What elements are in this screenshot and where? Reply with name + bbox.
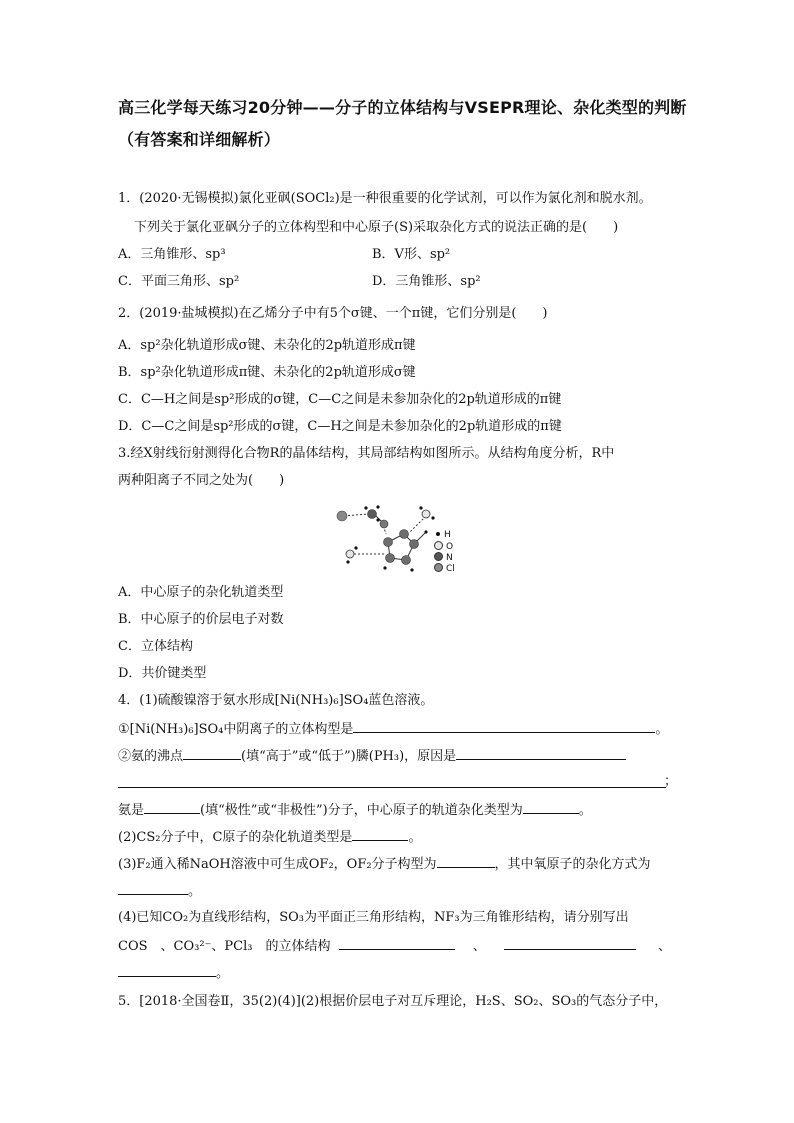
q4-part7 [118,936,671,956]
q1-option-c: C．平面三角形、sp² [118,274,240,289]
answer-blank-polarity[interactable] [144,800,200,814]
q4-intro: 4．(1)硫酸镍溶于氨水形成[Ni(NH₃)₆]SO₄蓝色溶液。 [118,693,434,708]
legend-o: O [446,542,454,552]
q3-option-a: A．中心原子的杂化轨道类型 [118,585,284,600]
legend-h-symbol [436,532,440,536]
q4-part7-sep-2: 、 [658,939,672,954]
atom-cl [337,511,347,521]
atom-o [368,510,377,519]
q2-option-c: C．C—H之间是sp²形成的σ键，C—C之间是未参加杂化的2p轨道形成的π键 [118,392,562,407]
q5-stem: 5．[2018·全国卷Ⅱ，35(2)(4)](2)根据价层电子对互斥理论，H₂S、SO₂、SO₃的气态分子中， [118,994,668,1009]
q3-stem: 3.经X射线衍射测得化合物R的晶体结构，其局部结构如图所示。从结构角度分析，R中 [118,446,615,461]
answer-blank-anion-shape[interactable] [353,719,655,733]
q4-part1 [118,719,668,739]
legend-n: N [446,553,453,563]
legend-n-symbol [434,552,443,561]
q4-part6: (4)已知CO₂为直线形结构，SO₃为平面正三角形结构，NF₃为三角锥形结构，请分别写出 [118,910,629,925]
q4-part5-cont [118,881,201,901]
q4-part5-text-a: (3)F₂通入稀NaOH溶液中可生成OF₂，OF₂分子构型为 [118,857,437,872]
answer-blank-hybridization[interactable] [523,800,579,814]
q3-option-d: D．共价键类型 [118,666,207,681]
document-title: 高三化学每天练习20分钟——分子的立体结构与VSEPR理论、杂化类型的判断（有答案和详细解析） [118,98,687,149]
q3-option-c: C．立体结构 [118,639,193,654]
q4-part2-end: ； [664,774,678,789]
answer-blank-reason[interactable] [456,746,626,760]
q4-part5-end: 。 [188,884,202,899]
answer-blank-co3-shape[interactable] [504,936,636,950]
q4-part1-end: 。 [655,722,669,737]
q4-part8 [118,963,229,983]
q1-option-d: D．三角锥形、sp² [372,274,481,289]
q4-part3 [118,800,592,820]
legend-o-symbol [434,541,443,550]
answer-blank-oxygen-hybridization[interactable] [118,881,188,895]
answer-blank-of2-shape[interactable] [437,854,495,868]
q4-part7-sep-1: 、 [472,939,486,954]
answer-blank-boiling-point[interactable] [183,746,241,760]
q1-stem-2: 下列关于氯化亚砜分子的立体构型和中心原子(S)采取杂化方式的说法正确的是( ) [134,220,619,235]
q4-part4-text: (2)CS₂分子中，C原子的杂化轨道类型是 [118,830,353,845]
q4-part5-text-b: ，其中氧原子的杂化方式为 [494,857,651,872]
q4-part3-end: 。 [578,803,592,818]
q1-stem: 1．(2020·无锡模拟)氯化亚砜(SOCl₂)是一种很重要的化学试剂，可以作为氯化剂和脱水剂。 [118,191,652,206]
q2-stem: 2．(2019·盐城模拟)在乙烯分子中有5个σ键、一个π键，它们分别是( ) [118,306,548,321]
answer-blank-pcl3-shape[interactable] [118,963,216,977]
q4-part4 [118,827,421,847]
legend-h: H [444,530,451,540]
q1-option-b: B．V形、sp² [372,247,451,262]
q4-part4-end: 。 [408,830,422,845]
q4-part2-text-a: ②氨的沸点 [118,749,184,764]
q1-option-a: A．三角锥形、sp³ [118,247,226,262]
q4-part3-text-b: (填“极性”或“非极性”)分子，中心原子的轨道杂化类型为 [200,803,523,818]
q4-part2-text-b: (填“高于”或“低于”)膦(PH₃)，原因是 [241,749,457,764]
q3-stem-2: 两种阳离子不同之处为( ) [118,473,285,488]
q4-part7-text: COS 、CO₃²⁻、PCl₃ 的立体结构 [118,939,331,954]
q2-option-d: D．C—C之间是sp²形成的σ键，C—H之间是未参加杂化的2p轨道形成的π键 [118,419,562,434]
q2-option-b: B．sp²杂化轨道形成π键、未杂化的2p轨道形成σ键 [118,365,416,380]
q3-option-b: B．中心原子的价层电子对数 [118,612,284,627]
legend-cl: Cl [446,564,455,574]
q4-part5 [118,854,651,874]
answer-blank-reason-continued[interactable] [118,787,666,788]
q4-part2 [118,746,626,766]
q4-part8-end: 。 [216,966,230,981]
q4-part3-text-a: 氨是 [118,803,145,818]
answer-blank-cos-shape[interactable] [339,936,455,950]
q2-option-a: A．sp²杂化轨道形成σ键、未杂化的2p轨道形成π键 [118,338,416,353]
legend-cl-symbol [434,563,443,572]
q4-part1-text: ①[Ni(NH₃)₆]SO₄中阴离子的立体构型是 [118,722,354,737]
answer-blank-cs2-hybridization[interactable] [352,827,408,841]
